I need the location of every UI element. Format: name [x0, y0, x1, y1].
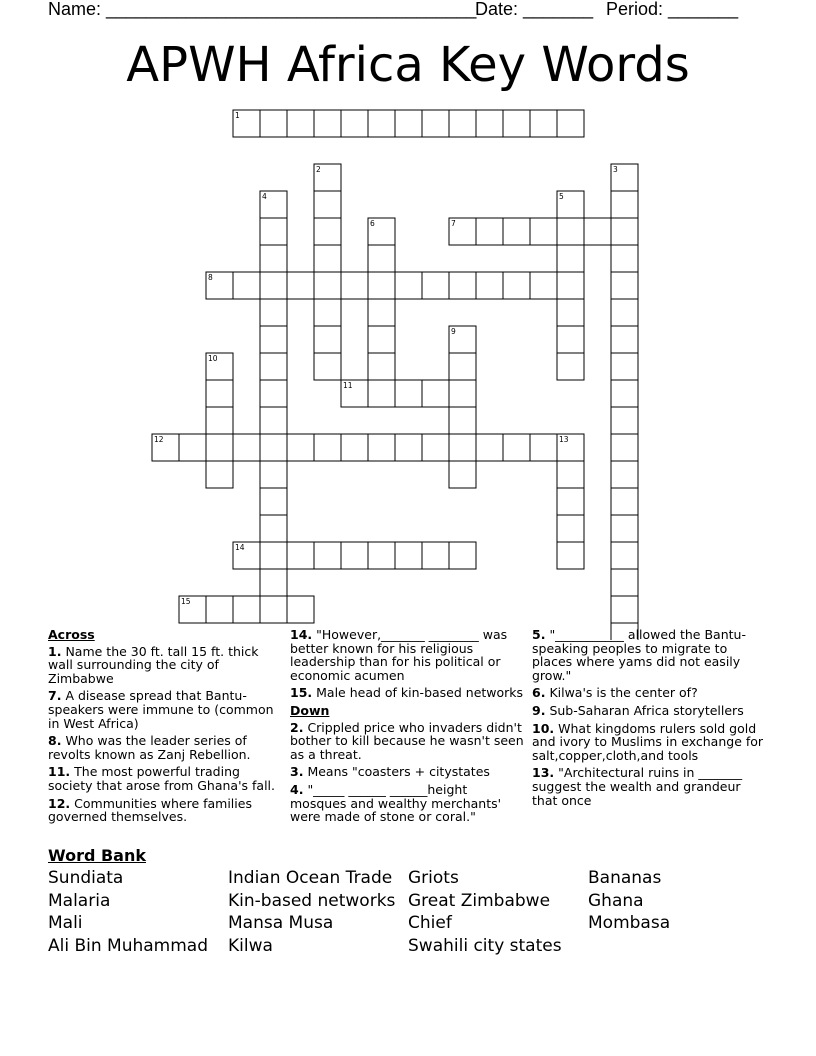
clue-number: 4: [262, 192, 267, 201]
crossword-cell[interactable]: [314, 191, 341, 218]
crossword-cell[interactable]: [314, 218, 341, 245]
clue-across-14: 14. "However,_______ ________ was better known for his religious leadership than for his political or economic acumen: [290, 627, 508, 683]
crossword-cell[interactable]: [341, 272, 368, 299]
word-bank-item: Griots: [408, 868, 459, 888]
clue-across-7: 7. A disease spread that Bantu-speakers were immune to (common in West Africa): [48, 688, 274, 731]
clue-down-10: 10. What kingdoms rulers sold gold and ivory to Muslims in exchange for salt,copper,cloth,and tools: [532, 720, 764, 763]
crossword-cell[interactable]: [260, 326, 287, 353]
word-bank-item: Bananas: [588, 868, 662, 888]
crossword-cell[interactable]: [260, 245, 287, 272]
crossword-cell[interactable]: [368, 110, 395, 137]
clue-down-6: 6. Kilwa's is the center of?: [532, 685, 698, 701]
crossword-cell[interactable]: [395, 434, 422, 461]
crossword-cell[interactable]: [530, 272, 557, 299]
crossword-cell[interactable]: [611, 515, 638, 542]
crossword-cell[interactable]: [503, 218, 530, 245]
clue-number: 10: [208, 354, 218, 363]
crossword-cell[interactable]: [449, 461, 476, 488]
crossword-cell[interactable]: [557, 353, 584, 380]
crossword-cell[interactable]: [611, 299, 638, 326]
crossword-cell[interactable]: [287, 596, 314, 623]
crossword-cell[interactable]: [530, 434, 557, 461]
crossword-cell[interactable]: [503, 434, 530, 461]
across-heading: Across: [48, 627, 95, 642]
crossword-cell[interactable]: [395, 272, 422, 299]
clue-number: 5: [559, 192, 564, 201]
crossword-cell[interactable]: [260, 434, 287, 461]
clue-number: 1: [235, 111, 240, 120]
crossword-cell[interactable]: [206, 461, 233, 488]
crossword-cell[interactable]: [557, 542, 584, 569]
word-bank: [48, 867, 768, 958]
crossword-cell[interactable]: [611, 434, 638, 461]
clue-down-5: 5. "___________ allowed the Bantu-speaking peoples to migrate to places where yams did not easily grow.": [532, 627, 746, 683]
word-bank-item: Kin-based networks: [228, 890, 396, 911]
word-bank-item: Kilwa: [228, 936, 273, 957]
crossword-cell[interactable]: [557, 488, 584, 515]
crossword-cell[interactable]: [341, 542, 368, 569]
clue-across-8: 8. Who was the leader series of revolts known as Zanj Rebellion.: [48, 733, 251, 762]
word-bank-heading: Word Bank: [48, 846, 147, 865]
crossword-cell[interactable]: [395, 380, 422, 407]
crossword-cell[interactable]: [260, 299, 287, 326]
crossword-cell[interactable]: [368, 353, 395, 380]
crossword-cell[interactable]: [422, 380, 449, 407]
crossword-cell[interactable]: [611, 461, 638, 488]
crossword-cell[interactable]: [341, 434, 368, 461]
crossword-cell[interactable]: [557, 461, 584, 488]
clues-column-3: [532, 628, 768, 811]
crossword-cell[interactable]: [233, 272, 260, 299]
clue-number: 2: [316, 165, 321, 174]
crossword-cell[interactable]: [368, 245, 395, 272]
crossword-cell[interactable]: [557, 110, 584, 137]
crossword-cell[interactable]: [287, 272, 314, 299]
crossword-cell[interactable]: [449, 353, 476, 380]
word-bank-item: Swahili city states: [408, 936, 562, 957]
crossword-cell[interactable]: [503, 110, 530, 137]
crossword-cell[interactable]: [368, 326, 395, 353]
clues-column-2: [290, 628, 526, 828]
clue-number: 14: [235, 543, 245, 552]
crossword-cell[interactable]: [422, 542, 449, 569]
clue-across-11: 11. The most powerful trading society that arose from Ghana's fall.: [48, 764, 275, 793]
crossword-cell[interactable]: [476, 110, 503, 137]
crossword-cell[interactable]: [557, 299, 584, 326]
word-bank-item: Mali: [48, 913, 83, 934]
crossword-cell[interactable]: [611, 191, 638, 218]
crossword-cell[interactable]: [314, 299, 341, 326]
crossword-cell[interactable]: [368, 542, 395, 569]
crossword-cell[interactable]: [314, 353, 341, 380]
crossword-cell[interactable]: [179, 434, 206, 461]
date-field[interactable]: Date: _______: [475, 0, 594, 19]
crossword-cell[interactable]: [260, 461, 287, 488]
clue-number: 3: [613, 165, 618, 174]
crossword-cell[interactable]: [287, 434, 314, 461]
clue-number: 13: [559, 435, 569, 444]
crossword-cell[interactable]: [260, 110, 287, 137]
crossword-cell[interactable]: [368, 272, 395, 299]
crossword-cell[interactable]: [422, 272, 449, 299]
crossword-cell[interactable]: [206, 596, 233, 623]
clue-number: 15: [181, 597, 191, 606]
clue-number: 6: [370, 219, 375, 228]
crossword-cell[interactable]: [206, 434, 233, 461]
crossword-cell[interactable]: [260, 353, 287, 380]
crossword-cell[interactable]: [314, 272, 341, 299]
crossword-cell[interactable]: [557, 272, 584, 299]
crossword-cell[interactable]: [395, 542, 422, 569]
crossword-cell[interactable]: [611, 380, 638, 407]
crossword-cell[interactable]: [233, 434, 260, 461]
crossword-cell[interactable]: [611, 542, 638, 569]
name-field[interactable]: Name: _____________________________________: [48, 0, 477, 19]
clue-number: 8: [208, 273, 213, 282]
crossword-cell[interactable]: [260, 218, 287, 245]
word-bank-item: Chief: [408, 913, 452, 934]
word-bank-item: Mansa Musa: [228, 913, 334, 934]
crossword-cell[interactable]: [260, 596, 287, 623]
crossword-cell[interactable]: [530, 218, 557, 245]
crossword-cell[interactable]: [206, 380, 233, 407]
crossword-cell[interactable]: [368, 434, 395, 461]
crossword-cell[interactable]: [476, 434, 503, 461]
word-bank-item: Ghana: [588, 890, 644, 911]
clue-number: 12: [154, 435, 164, 444]
crossword-cell[interactable]: [611, 596, 638, 623]
crossword-cell[interactable]: [449, 110, 476, 137]
crossword-cell[interactable]: [287, 110, 314, 137]
clue-number: 9: [451, 327, 456, 336]
period-field[interactable]: Period: _______: [606, 0, 739, 19]
clue-down-9: 9. Sub-Saharan Africa storytellers: [532, 702, 744, 718]
crossword-cell[interactable]: [449, 272, 476, 299]
crossword-cell[interactable]: [206, 407, 233, 434]
clue-number: 7: [451, 219, 456, 228]
crossword-cell[interactable]: [314, 245, 341, 272]
crossword-cell[interactable]: [611, 353, 638, 380]
crossword-cell[interactable]: [476, 272, 503, 299]
crossword-cell[interactable]: [611, 272, 638, 299]
crossword-cell[interactable]: [260, 380, 287, 407]
clue-number: 11: [343, 381, 353, 390]
crossword-cell[interactable]: [503, 272, 530, 299]
crossword-cell[interactable]: [611, 407, 638, 434]
word-bank-item: Ali Bin Muhammad: [48, 936, 209, 957]
crossword-cell[interactable]: [368, 299, 395, 326]
word-bank-item: Malaria: [48, 890, 111, 911]
crossword-cell[interactable]: [233, 596, 260, 623]
crossword-cell[interactable]: [260, 488, 287, 515]
crossword-cell[interactable]: [287, 542, 314, 569]
crossword-cell[interactable]: [530, 110, 557, 137]
crossword-cell[interactable]: [314, 110, 341, 137]
clue-down-4: 4. "_____ ______ ______height mosques and wealthy merchants' were made of stone or coral.": [290, 781, 502, 825]
crossword-cell[interactable]: [260, 542, 287, 569]
crossword-cell[interactable]: [611, 488, 638, 515]
crossword-cell[interactable]: [422, 110, 449, 137]
crossword-cell[interactable]: [368, 380, 395, 407]
clue-across-1: 1. Name the 30 ft. tall 15 ft. thick wall surrounding the city of Zimbabwe: [48, 643, 259, 686]
down-heading: Down: [290, 702, 330, 718]
crossword-cell[interactable]: [476, 218, 503, 245]
word-bank-item: Indian Ocean Trade: [228, 868, 393, 888]
word-bank-item: Sundiata: [48, 868, 124, 888]
crossword-cell[interactable]: [314, 542, 341, 569]
clue-down-3: 3. Means "coasters + citystates: [290, 764, 490, 780]
crossword-cell[interactable]: [557, 326, 584, 353]
crossword-cell[interactable]: [611, 245, 638, 272]
crossword-cell[interactable]: [584, 218, 611, 245]
clue-down-2: 2. Crippled price who invaders didn't bother to kill because he wasn't seen as a threat.: [290, 719, 524, 762]
clue-across-15: 15. Male head of kin-based networks: [290, 685, 524, 701]
word-bank-item: Mombasa: [588, 913, 671, 934]
crossword-cell[interactable]: [314, 434, 341, 461]
crossword-cell[interactable]: [611, 569, 638, 596]
crossword-cell[interactable]: [422, 434, 449, 461]
crossword-cell[interactable]: [449, 434, 476, 461]
crossword-cell[interactable]: [260, 272, 287, 299]
puzzle-title: APWH Africa Key Words: [126, 37, 690, 93]
clues-column-1: [48, 628, 284, 828]
crossword-cell[interactable]: [611, 326, 638, 353]
clue-down-13: 13. "Architectural ruins in _______ suggest the wealth and grandeur that once: [532, 765, 743, 808]
word-bank-item: Great Zimbabwe: [408, 890, 551, 911]
crossword-cell[interactable]: [557, 245, 584, 272]
crossword-cell[interactable]: [341, 110, 368, 137]
crossword-cell[interactable]: [314, 326, 341, 353]
crossword-cell[interactable]: [260, 569, 287, 596]
crossword-cell[interactable]: [449, 542, 476, 569]
crossword-cell[interactable]: [557, 218, 584, 245]
crossword-cell[interactable]: [260, 407, 287, 434]
crossword-cell[interactable]: [557, 515, 584, 542]
crossword-cell[interactable]: [395, 110, 422, 137]
crossword-cell[interactable]: [611, 218, 638, 245]
clue-across-12: 12. Communities where families governed themselves.: [48, 795, 252, 825]
crossword-cell[interactable]: [449, 380, 476, 407]
crossword-cell[interactable]: [449, 407, 476, 434]
crossword-cell[interactable]: [260, 515, 287, 542]
